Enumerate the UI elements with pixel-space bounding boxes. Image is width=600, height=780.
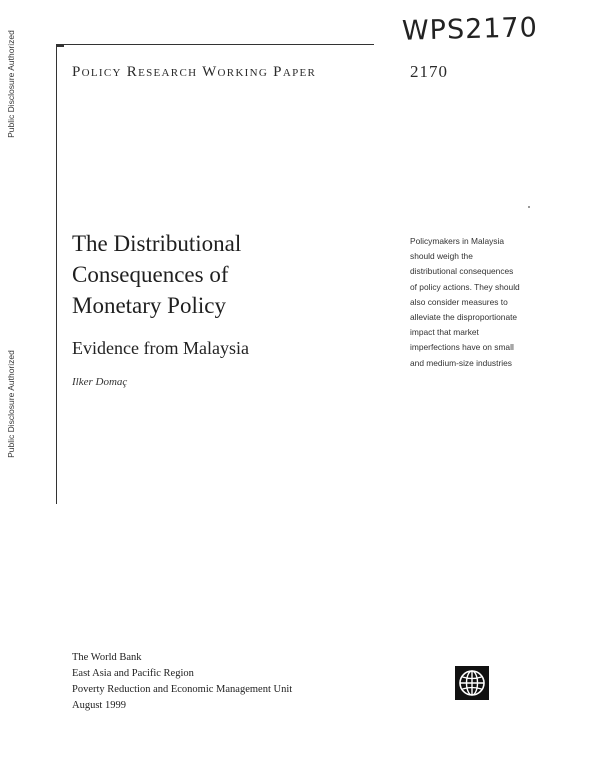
disclosure-stamp-middle	[0, 324, 22, 484]
disclosure-stamp-top	[0, 4, 22, 164]
organization-block	[72, 650, 292, 714]
summary-line: also consider measures to	[410, 296, 508, 307]
organization-unit: Poverty Reduction and Economic Management Unit	[72, 684, 293, 695]
organization-name: The World Bank	[72, 652, 142, 663]
summary-line: distributional consequences	[410, 266, 514, 277]
summary-line: alleviate the disproportionate	[410, 312, 518, 323]
summary-line: imperfections have on small	[410, 342, 514, 353]
title-line: The Distributional	[72, 231, 242, 256]
document-code-handwritten: WPS2170	[401, 12, 539, 47]
title-line: Consequences of	[72, 262, 229, 287]
summary-line: should weigh the	[410, 251, 473, 262]
summary-line: and medium-size industries	[410, 357, 512, 368]
summary-line: impact that market	[410, 327, 479, 338]
top-rule	[56, 44, 374, 45]
left-rule	[56, 44, 57, 504]
world-bank-globe-icon	[455, 666, 489, 700]
organization-region: East Asia and Pacific Region	[72, 668, 194, 679]
series-number: 2170	[410, 62, 448, 81]
scan-speck	[528, 206, 530, 208]
disclosure-label: Public Disclosure Authorized	[6, 30, 17, 138]
publication-date: August 1999	[72, 700, 126, 711]
disclosure-label: Public Disclosure Authorized	[6, 350, 17, 458]
series-name: Policy Research Working Paper	[72, 64, 317, 80]
paper-subtitle: Evidence from Malaysia	[72, 338, 249, 358]
summary-text	[410, 234, 550, 371]
summary-line: of policy actions. They should	[410, 281, 520, 292]
author-name: Ilker Domaç	[72, 376, 128, 388]
title-line: Monetary Policy	[72, 293, 226, 318]
paper-title	[72, 228, 372, 321]
summary-line: Policymakers in Malaysia	[410, 236, 505, 246]
